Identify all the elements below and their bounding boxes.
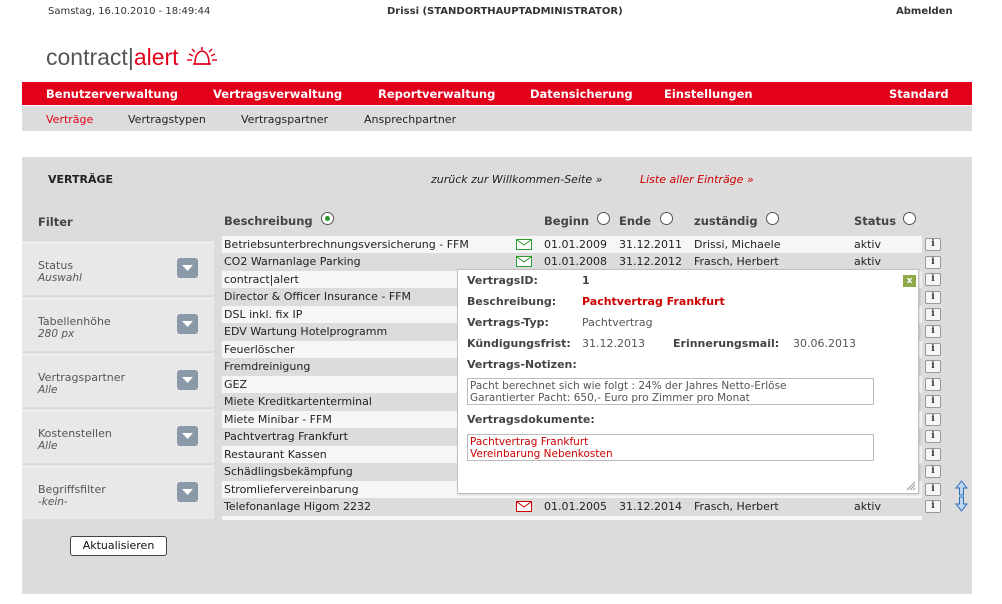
- row-description: Feuerlöscher: [224, 343, 295, 356]
- filter-label: Kostenstellen: [38, 427, 112, 440]
- row-description: Schädlingsbekämpfung: [224, 465, 353, 478]
- row-end-date: 31.12.2012: [619, 255, 682, 268]
- nav-benutzerverwaltung[interactable]: Benutzerverwaltung: [46, 87, 178, 101]
- row-end-date: 31.12.2014: [619, 500, 682, 513]
- info-button[interactable]: i: [925, 413, 941, 426]
- alarm-bell-icon: [185, 44, 219, 70]
- main-nav: [22, 82, 972, 105]
- filter-heading: Filter: [38, 215, 73, 229]
- row-description: EDV Wartung Hotelprogramm: [224, 325, 388, 338]
- contract-notes-label: Vertrags-Notizen:: [467, 358, 577, 371]
- logo-text-alert: alert: [133, 43, 179, 70]
- current-user-text: Drissi (STANDORTHAUPTADMINISTRATOR): [387, 6, 623, 17]
- sort-radio-zustaendig[interactable]: [766, 212, 779, 225]
- filter-value: -kein-: [38, 496, 68, 508]
- info-button[interactable]: i: [925, 395, 941, 408]
- row-description: DSL inkl. fix IP: [224, 308, 303, 321]
- note-line: Pacht berechnet sich wie folgt : 24% der Jahres Netto-Erlöse: [470, 380, 787, 392]
- chevron-down-icon: [182, 321, 193, 328]
- row-status: aktiv: [854, 238, 881, 251]
- info-button[interactable]: i: [925, 500, 941, 513]
- filter-value: Alle: [38, 384, 58, 396]
- row-description: Betriebsunterbrechnungsversicherung - FFM: [224, 238, 469, 251]
- mail-green-icon: [516, 239, 532, 250]
- logo-text-contract: contract: [46, 43, 128, 70]
- nav-standard[interactable]: Standard: [889, 87, 949, 101]
- row-description: Miete Kreditkartenterminal: [224, 395, 372, 408]
- app-logo: [46, 42, 219, 72]
- logout-link[interactable]: Abmelden: [896, 6, 953, 17]
- info-button[interactable]: i: [925, 291, 941, 304]
- nav-datensicherung[interactable]: Datensicherung: [530, 87, 633, 101]
- row-description: Director & Officer Insurance - FFM: [224, 290, 411, 303]
- filter-label: Tabellenhöhe: [38, 315, 111, 328]
- chevron-down-icon: [182, 433, 193, 440]
- subnav-vertraege[interactable]: Verträge: [46, 113, 94, 126]
- info-button[interactable]: i: [925, 325, 941, 338]
- filter-kostenstellen: [22, 410, 214, 463]
- filter-dropdown-button[interactable]: [177, 258, 198, 278]
- chevron-down-icon: [182, 377, 193, 384]
- row-description: Miete Minibar - FFM: [224, 413, 332, 426]
- row-start-date: 01.01.2008: [544, 255, 607, 268]
- subnav-ansprechpartner[interactable]: Ansprechpartner: [364, 113, 457, 126]
- scroll-down-arrow-icon[interactable]: [955, 496, 968, 512]
- close-popup-button[interactable]: x: [903, 275, 916, 287]
- filter-status: [22, 242, 214, 295]
- column-header-status[interactable]: Status: [854, 214, 897, 228]
- subnav-vertragstypen[interactable]: Vertragstypen: [128, 113, 206, 126]
- mail-red-icon: [516, 501, 532, 512]
- scroll-up-arrow-icon[interactable]: [955, 480, 968, 496]
- row-end-date: 31.12.2011: [619, 238, 682, 251]
- back-to-welcome-link[interactable]: zurück zur Willkommen-Seite »: [431, 173, 603, 186]
- filter-label: Status: [38, 259, 74, 272]
- resize-grip-icon[interactable]: [906, 481, 916, 491]
- row-start-date: 01.01.2005: [544, 500, 607, 513]
- filter-dropdown-button[interactable]: [177, 426, 198, 446]
- chevron-down-icon: [182, 489, 193, 496]
- table-row[interactable]: [222, 253, 922, 270]
- table-row[interactable]: [222, 236, 922, 253]
- document-link[interactable]: Pachtvertrag Frankfurt: [470, 436, 589, 448]
- contract-id-value: 1: [582, 274, 590, 287]
- row-description: Stromliefervereinbarung: [224, 483, 359, 496]
- row-start-date: 01.01.2009: [544, 238, 607, 251]
- notice-period-value: 31.12.2013: [582, 337, 645, 350]
- table-row-partial: [222, 516, 922, 520]
- update-button[interactable]: Aktualisieren: [70, 536, 167, 556]
- table-row[interactable]: [222, 498, 922, 515]
- datetime-text: Samstag, 16.10.2010 - 18:49:44: [48, 6, 211, 17]
- row-description: contract|alert: [224, 273, 299, 286]
- row-owner: Frasch, Herbert: [694, 500, 779, 513]
- reminder-mail-label: Erinnerungsmail:: [673, 337, 780, 350]
- sub-nav: [22, 106, 972, 131]
- row-description: Restaurant Kassen: [224, 448, 327, 461]
- document-link[interactable]: Vereinbarung Nebenkosten: [470, 448, 613, 460]
- info-button[interactable]: i: [925, 378, 941, 391]
- chevron-down-icon: [182, 265, 193, 272]
- nav-reportverwaltung[interactable]: Reportverwaltung: [378, 87, 496, 101]
- contract-type-label: Vertrags-Typ:: [467, 316, 549, 329]
- filter-label: Begriffsfilter: [38, 483, 106, 496]
- filter-value: Alle: [38, 440, 58, 452]
- row-description: GEZ: [224, 378, 248, 391]
- row-status: aktiv: [854, 255, 881, 268]
- row-description: Telefonanlage Higom 2232: [224, 500, 372, 513]
- filter-tabellenhoehe: [22, 298, 214, 351]
- filter-label: Vertragspartner: [38, 371, 126, 384]
- all-entries-link[interactable]: Liste aller Einträge »: [640, 173, 754, 186]
- filter-vertragspartner: [22, 354, 214, 407]
- info-button[interactable]: i: [925, 273, 941, 286]
- info-button[interactable]: i: [925, 465, 941, 478]
- sort-radio-ende[interactable]: [660, 212, 673, 225]
- notice-period-label: Kündigungsfrist:: [467, 337, 571, 350]
- contract-id-label: VertragsID:: [467, 274, 538, 287]
- column-header-ende[interactable]: Ende: [619, 214, 652, 228]
- contract-documents-list: [467, 434, 874, 461]
- contract-details-popup: [457, 269, 919, 494]
- note-line: Garantierter Pacht: 650,- Euro pro Zimmer pro Monat: [470, 392, 750, 404]
- description-value: Pachtvertrag Frankfurt: [582, 295, 725, 308]
- info-button[interactable]: i: [925, 448, 941, 461]
- filter-value: 280 px: [38, 328, 75, 340]
- row-status: aktiv: [854, 500, 881, 513]
- info-button[interactable]: i: [925, 430, 941, 443]
- contract-type-value: Pachtvertrag: [582, 316, 653, 329]
- info-button[interactable]: i: [925, 343, 941, 356]
- info-button[interactable]: i: [925, 238, 941, 251]
- row-owner: Drissi, Michaele: [694, 238, 781, 251]
- info-button[interactable]: i: [925, 308, 941, 321]
- info-button[interactable]: i: [925, 360, 941, 373]
- filter-value: Auswahl: [38, 272, 82, 284]
- info-button[interactable]: i: [925, 256, 941, 269]
- filter-dropdown-button[interactable]: [177, 482, 198, 502]
- row-owner: Frasch, Herbert: [694, 255, 779, 268]
- filter-dropdown-button[interactable]: [177, 314, 198, 334]
- column-header-beginn[interactable]: Beginn: [544, 214, 590, 228]
- contract-notes-textarea[interactable]: [467, 378, 874, 405]
- column-header-zustaendig[interactable]: zuständig: [694, 214, 758, 228]
- mail-green-icon: [516, 256, 532, 267]
- nav-einstellungen[interactable]: Einstellungen: [664, 87, 753, 101]
- row-description: CO2 Warnanlage Parking: [224, 255, 361, 268]
- sort-radio-beschreibung[interactable]: [321, 212, 334, 225]
- sort-radio-beginn[interactable]: [597, 212, 610, 225]
- row-description: Pachtvertrag Frankfurt: [224, 430, 348, 443]
- subnav-vertragspartner[interactable]: Vertragspartner: [241, 113, 329, 126]
- description-label: Beschreibung:: [467, 295, 557, 308]
- logo-separator: |: [127, 43, 134, 70]
- filter-begriffsfilter: [22, 466, 214, 519]
- sort-radio-status[interactable]: [903, 212, 916, 225]
- contract-documents-label: Vertragsdokumente:: [467, 413, 595, 426]
- column-header-beschreibung[interactable]: Beschreibung: [224, 214, 313, 228]
- row-description: Fremdreinigung: [224, 360, 311, 373]
- filter-dropdown-button[interactable]: [177, 370, 198, 390]
- nav-vertragsverwaltung[interactable]: Vertragsverwaltung: [213, 87, 343, 101]
- info-button[interactable]: i: [925, 483, 941, 496]
- top-bar: [0, 0, 1002, 24]
- page-title: VERTRÄGE: [48, 173, 114, 186]
- reminder-mail-value: 30.06.2013: [793, 337, 856, 350]
